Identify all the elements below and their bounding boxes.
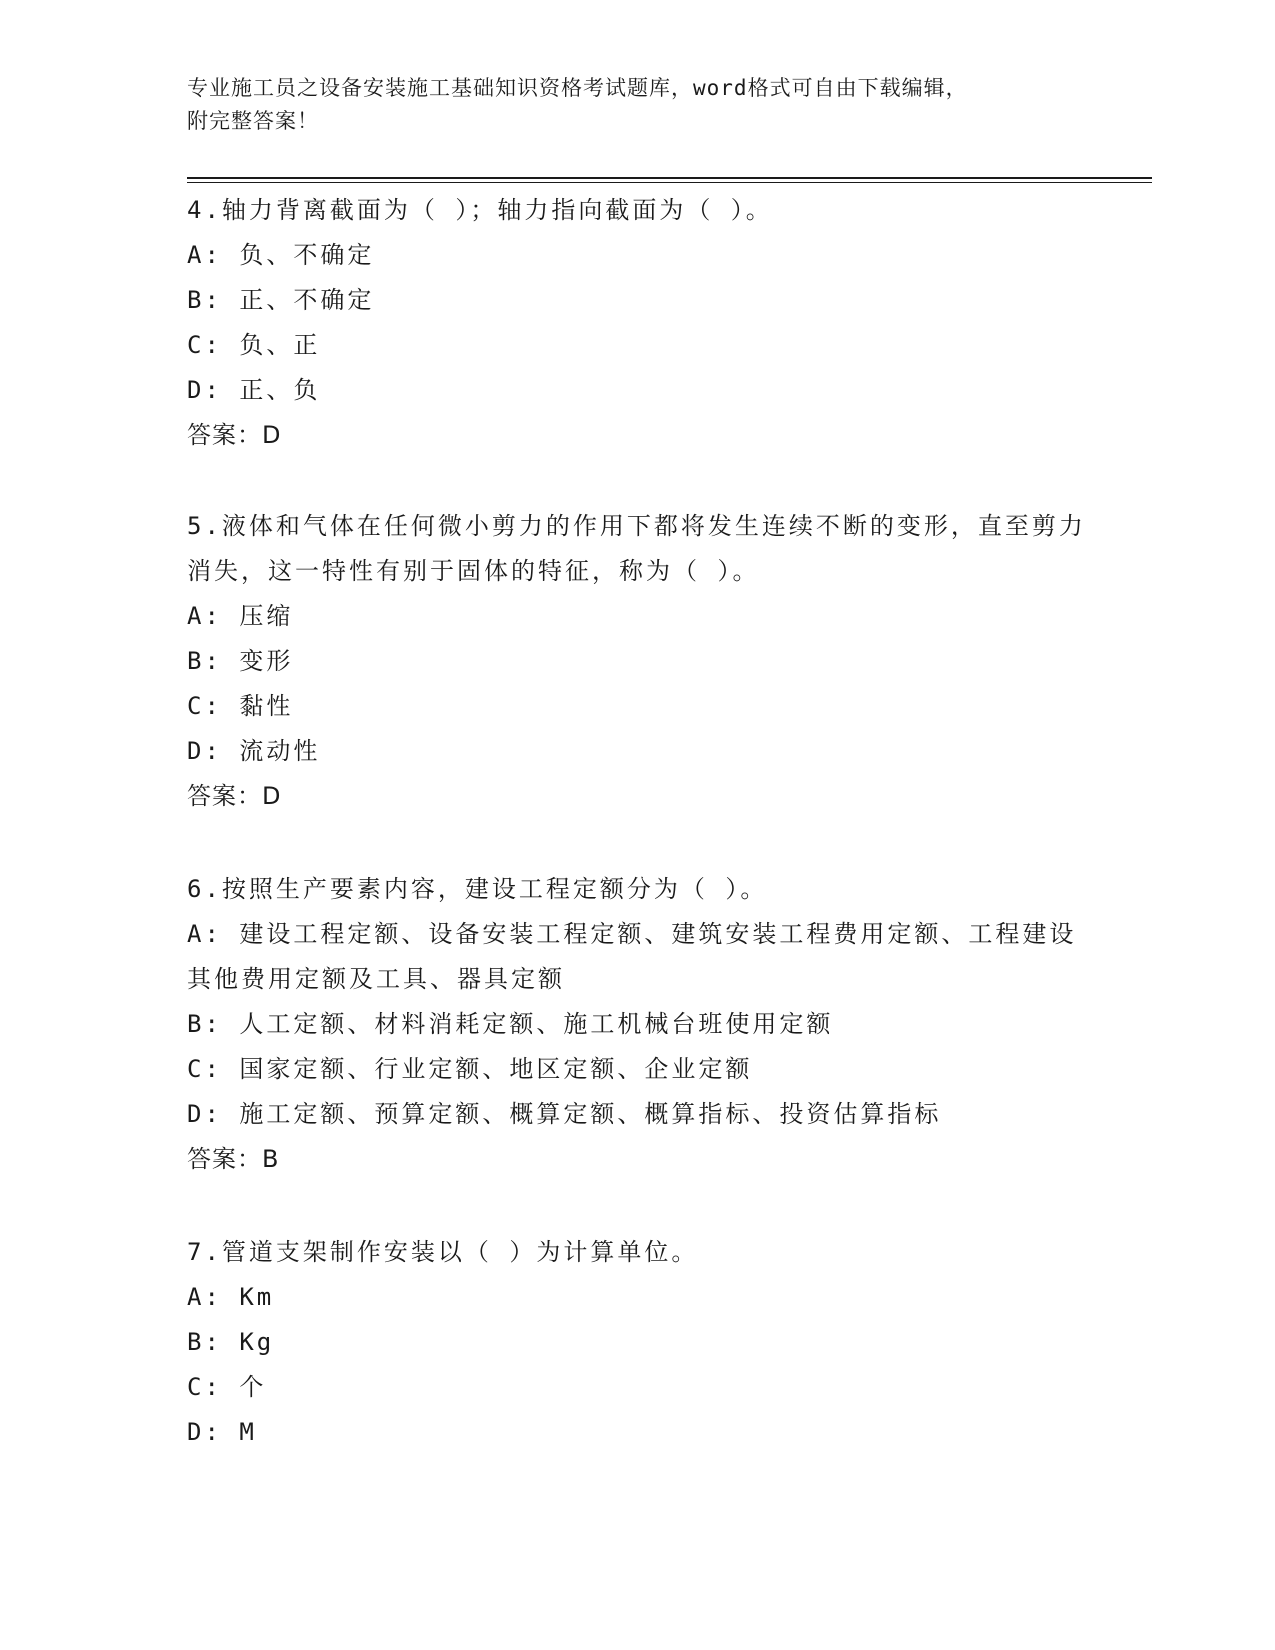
option-b: B: 人工定额、材料消耗定额、施工机械台班使用定额 [187,1010,834,1038]
question-text: 6.按照生产要素内容，建设工程定额分为（ ）。 [187,875,768,903]
answer-line: 答案：D [187,421,282,449]
answer-line: 答案：D [187,782,282,810]
option-b: B: Kg [187,1328,275,1356]
header-divider-thin [187,182,1152,183]
question-7 [187,1230,1087,1455]
question-5 [187,504,1087,819]
question-text: 7.管道支架制作安装以（ ）为计算单位。 [187,1238,699,1266]
option-d: D: 流动性 [187,737,321,765]
header-line-1: 专业施工员之设备安装施工基础知识资格考试题库，word格式可自由下载编辑， [187,76,968,100]
question-text: 5.液体和气体在任何微小剪力的作用下都将发生连续不断的变形，直至剪力消失，这一特性有别于固体的特征，称为（ ）。 [187,512,1086,585]
header-divider-thick [187,177,1152,179]
answer-line: 答案：B [187,1145,280,1173]
option-c: C: 黏性 [187,692,294,720]
option-b: B: 变形 [187,647,294,675]
question-6 [187,867,1087,1182]
option-a: A: 负、不确定 [187,241,375,269]
option-a: A: 压缩 [187,602,294,630]
option-c: C: 负、正 [187,331,321,359]
option-d: D: 正、负 [187,376,321,404]
document-header [187,72,1067,138]
option-c: C: 国家定额、行业定额、地区定额、企业定额 [187,1055,753,1083]
question-text: 4.轴力背离截面为（ ）；轴力指向截面为（ ）。 [187,196,773,224]
option-a: A: 建设工程定额、设备安装工程定额、建筑安装工程费用定额、工程建设其他费用定额及工具、器具定额 [187,920,1077,993]
option-b: B: 正、不确定 [187,286,375,314]
header-line-2: 附完整答案！ [187,109,319,133]
option-a: A: Km [187,1283,275,1311]
option-d: D: M [187,1418,257,1446]
option-d: D: 施工定额、预算定额、概算定额、概算指标、投资估算指标 [187,1100,942,1128]
option-c: C: 个 [187,1373,267,1401]
question-4 [187,188,1087,458]
